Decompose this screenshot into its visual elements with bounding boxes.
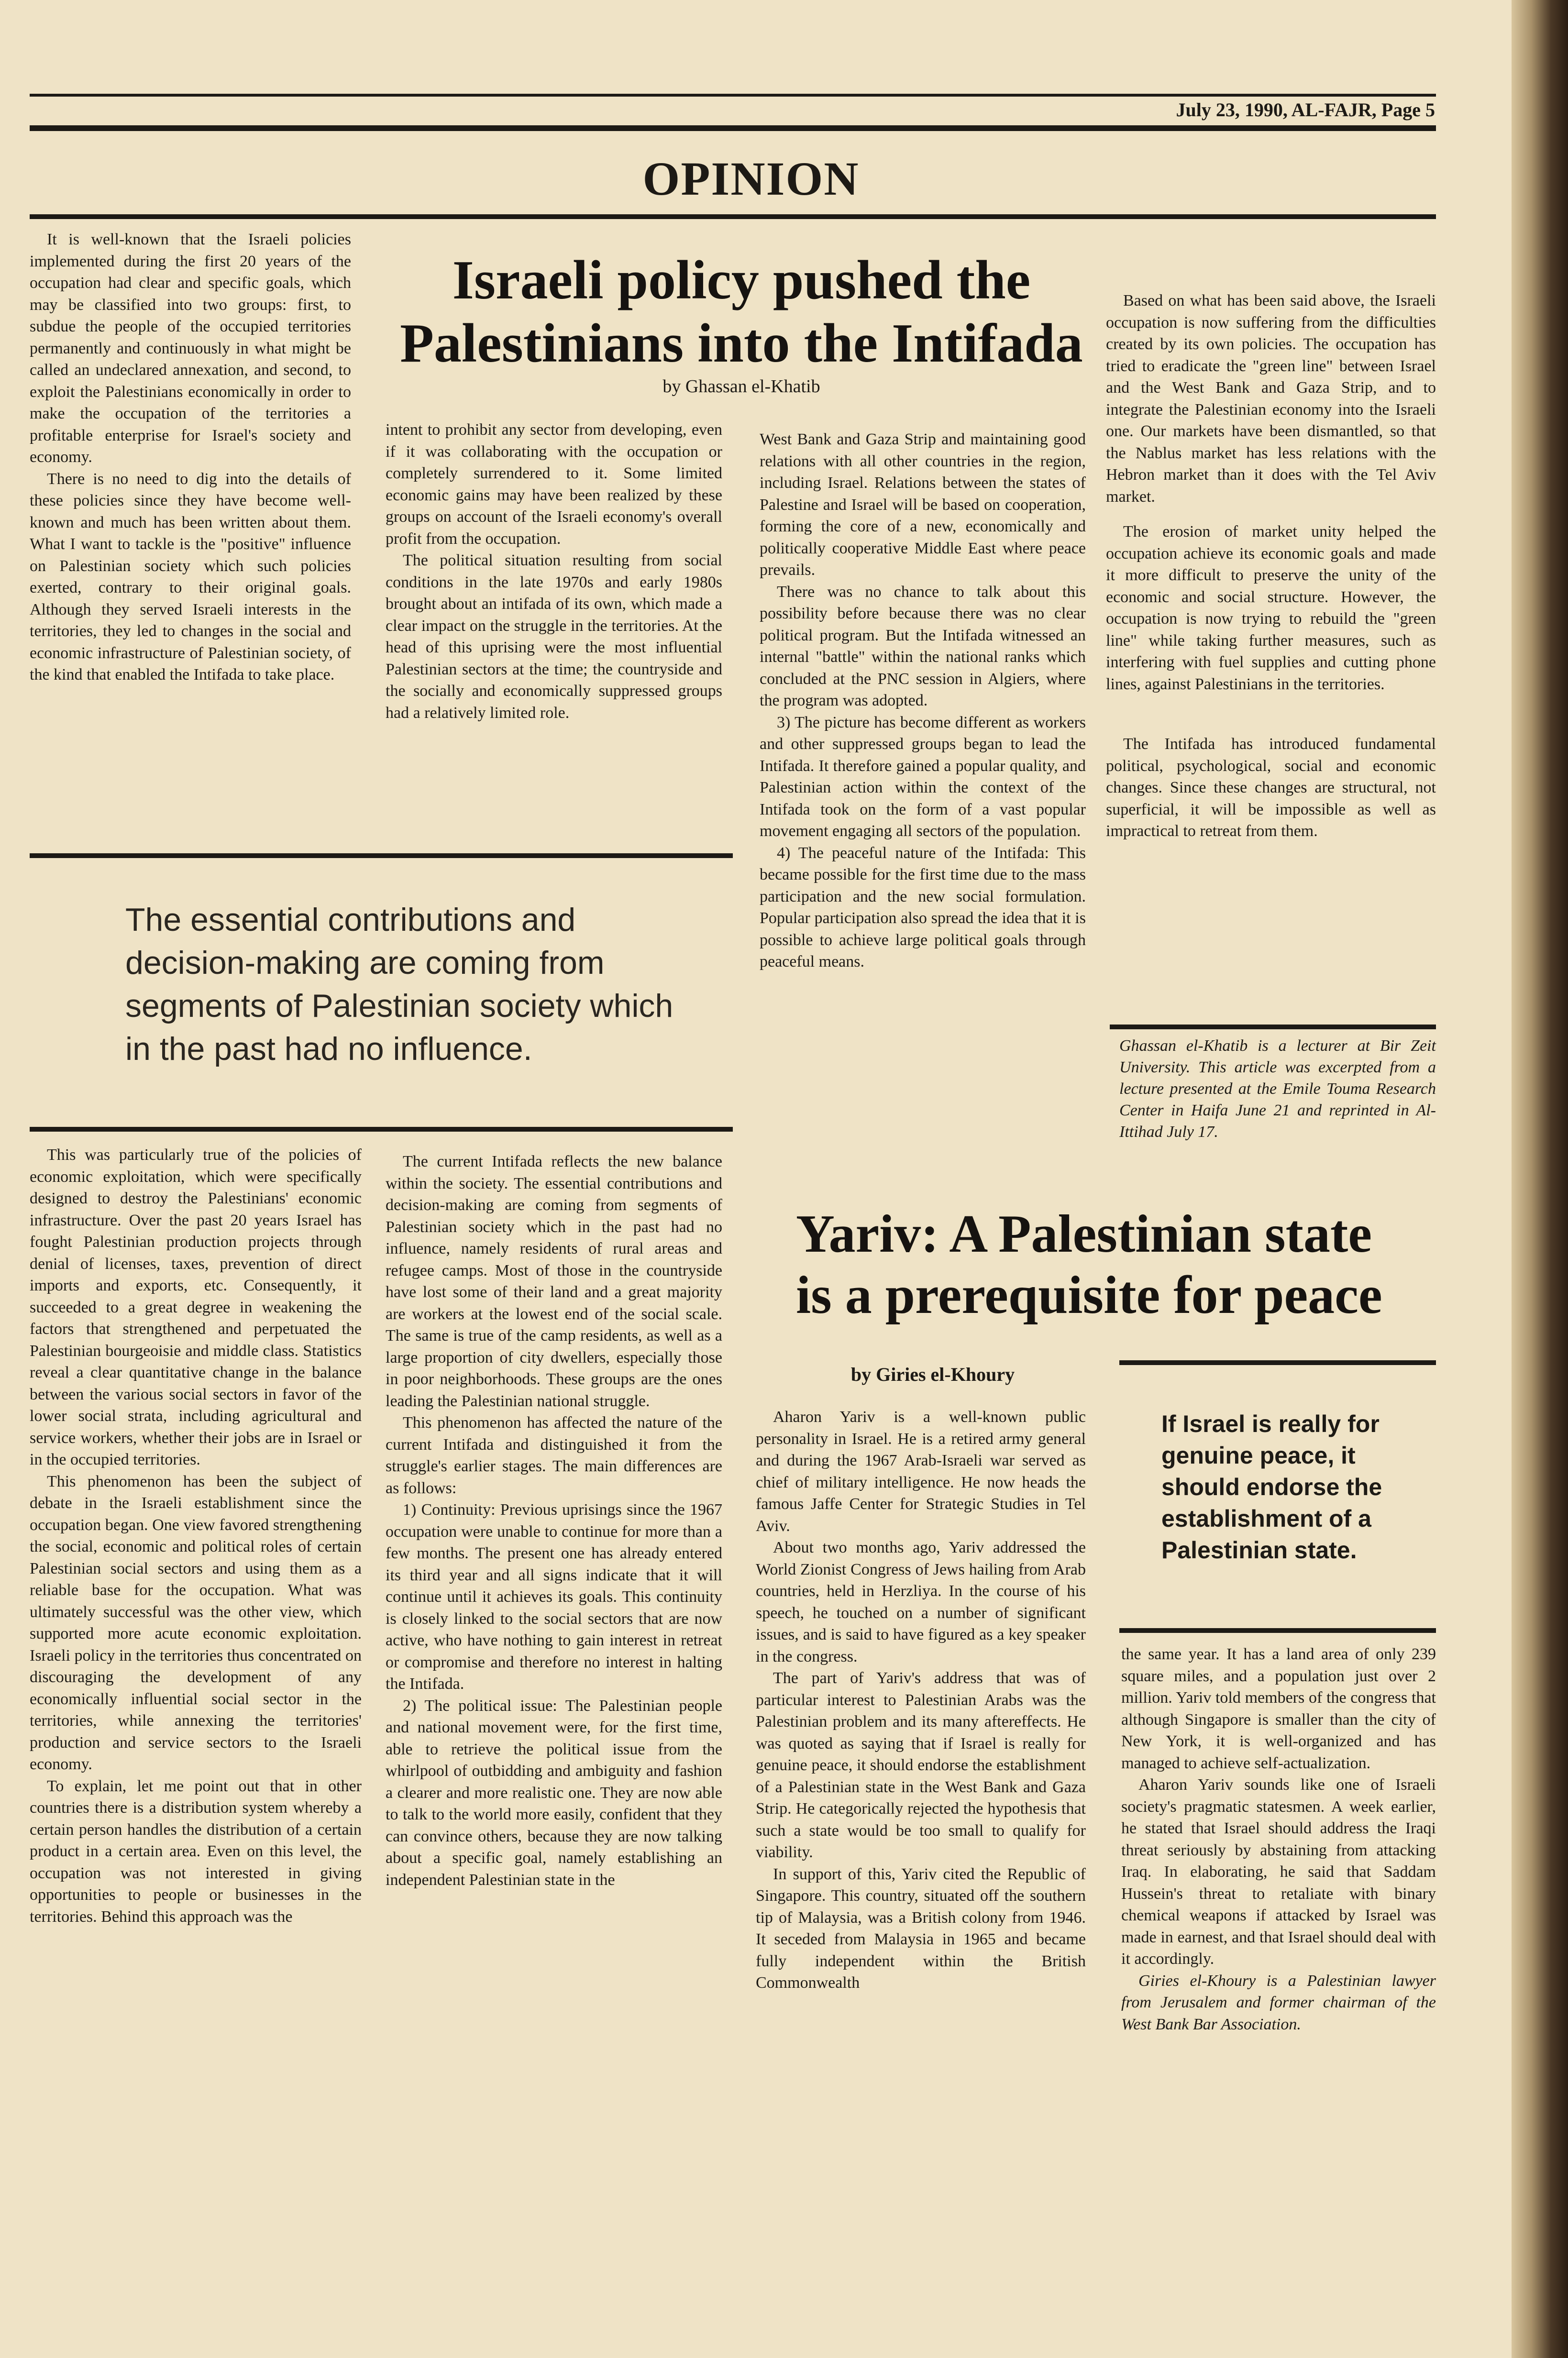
article1-paragraph: This phenomenon has affected the nature of the current Intifada and distinguished it from the struggle's earlier stages. The main differences are as follows: <box>386 1414 722 1497</box>
article2-headline-line2: is a prerequisite for peace <box>796 1266 1382 1325</box>
article1-paragraph: intent to prohibit any sector from developing, even if it was collaborating with the occupation or completely surrendered to it. Some limited economic gains may have been realized by these groups on account of the Israeli economy's overall profit from the occupation. <box>386 421 722 548</box>
article1-paragraph: Based on what has been said above, the Israeli occupation is now suffering from the difficulties created by its own policies. The occupation has tried to eradicate the "green line" between Israel and the West Bank and Gaza Strip, and to integrate the Palestinian economy into the Israeli one. Our markets have been dismantled, so that the Nablus market has less relations with the Hebron market than it does with the Tel Aviv market. <box>1106 292 1436 506</box>
article1-column-3 <box>760 429 1086 973</box>
article1-column-1 <box>30 229 351 686</box>
article2-pull-rule <box>1119 1628 1436 1633</box>
article2-paragraph: In support of this, Yariv cited the Republic of Singapore. This country, situated off the southern tip of Malaysia, was a British colony from 1946. It seceded from Malaysia in 1965 and became fully independent within the British Commonwealth <box>756 1865 1086 1992</box>
article1-pull-quote: The essential contributions and decision-making are coming from segments of Palestinian society which in the past had no influence. <box>125 902 674 1067</box>
article1-paragraph: There is no need to dig into the details of these policies since they have become well-known and much has been written about them. What I want to tackle is the "positive" influence on Palestinian society which such policies exerted, contrary to their original goals. Although they served Israeli interests in the territories, they led to changes in the social and economic infrastructure of Palestinian society, of the kind that enabled the Intifada to take place. <box>30 470 351 683</box>
article1-lower-column-2 <box>386 1151 722 1891</box>
article2-headline-line1: Yariv: A Palestinian state <box>796 1204 1372 1264</box>
article1-paragraph: It is well-known that the Israeli policies implemented during the first 20 years of the occupation had clear and specific goals, which may be classified into two groups: first, to subdue the people of the occupied territories permanently and continuously in what might be called an undeclared annexation, and second, to exploit the Palestinians economically in order to make the occupation of the territories a profitable enterprise for Israel's society and economy. <box>30 231 351 466</box>
article1-lower-column-1 <box>30 1144 362 1928</box>
article1-byline: by Ghassan el-Khatib <box>663 376 820 397</box>
article1-paragraph: The political situation resulting from social conditions in the late 1970s and early 1980s brought about an intifada of its own, which made a clear impact on the struggle in the territories. At the head of this uprising were the most influential Palestinian sectors at the time; the countryside and the socially and economically suppressed groups had a relatively limited role. <box>386 551 722 722</box>
article1-paragraph: The Intifada has introduced fundamental political, psychological, social and economic changes. Since these changes are structural, not superficial, it will be impossible as well as impractical to retreat from them. <box>1106 735 1436 840</box>
article1-headline-line2: Palestinians into the Intifada <box>400 313 1083 374</box>
article2-author-bio: Giries el-Khoury is a Palestinian lawyer from Jerusalem and former chairman of the West Bank Bar Association. <box>1121 1972 1436 2033</box>
article2-paragraph: Aharon Yariv is a well-known public personality in Israel. He is a retired army general and during the 1967 Arab-Israeli war served as chief of military intelligence. He now heads the famous Jaffe Center for Strategic Studies in Tel Aviv. <box>756 1408 1086 1535</box>
article1-headline <box>378 249 1105 375</box>
pull-quote-rule-bottom <box>30 1127 733 1132</box>
article2-pull-quote: If Israel is really for genuine peace, it should endorse the establishment of a Palestinian state. <box>1161 1410 1382 1564</box>
article1-paragraph: The current Intifada reflects the new balance within the society. The essential contributions and decision-making are coming from segments of Palestinian society which in the past had no influence, namely residents of rural areas and refugee camps. Most of those in the countryside have lost some of their land and a great majority are workers at the lowest end of the social scale. The same is true of the camp residents, as well as a large proportion of city dwellers, especially those in poor neighborhoods. These groups are the ones leading the Palestinian national struggle. <box>386 1153 722 1410</box>
article2-paragraph: The part of Yariv's address that was of particular interest to Palestinian Arabs was the Palestinian problem and its many aftereffects. He was quoted as saying that if Israel is really for genuine peace, it should endorse the establishment of a Palestinian state in the West Bank and Gaza Strip. He categorically rejected the hypothesis that such a state would be too small to qualify for viability. <box>756 1669 1086 1861</box>
section-rule <box>30 214 1436 219</box>
bio-rule <box>1110 1025 1436 1029</box>
top-rule <box>30 94 1436 97</box>
article1-paragraph: 4) The peaceful nature of the Intifada: This became possible for the first time due to the mass participation and the new social formulation. Popular participation also spread the idea that it is possible to achieve large political goals through peaceful means. <box>760 844 1086 970</box>
pull-quote-rule-top <box>30 853 733 858</box>
article1-paragraph: 2) The political issue: The Palestinian people and national movement were, for the first time, able to retrieve the political issue from the whirlpool of outbidding and ambiguity and fashion a clearer and more realistic one. They are now able to talk to the world more easily, confident that they can convince others, because they are now talking about a specific goal, namely establishing an independent Palestinian state in the <box>386 1697 722 1889</box>
article1-author-bio: Ghassan el-Khatib is a lecturer at Bir Zeit University. This article was excerpted from a lecture presented at the Emile Touma Research Center in Haifa June 21 and reprinted in Al-Ittihad July 17. <box>1119 1037 1436 1141</box>
article1-paragraph: This phenomenon has been the subject of debate in the Israeli establishment since the occupation began. One view favored strengthening the social, economic and political roles of certain Palestinian social sectors and using them as a reliable base for the occupation. What was ultimately successful was the other view, which supported more acute economic exploitation. Israeli policy in the territories thus concentrated on discouraging the development of any economically influential social sector in the territories, while annexing the territories' production and service sectors to the Israeli economy. <box>30 1472 362 1773</box>
article2-paragraph: About two months ago, Yariv addressed the World Zionist Congress of Jews hailing from Arab countries, held in Herzliya. In the course of his speech, he touched on a number of significant issues, and is said to have figured as a key speaker in the congress. <box>756 1539 1086 1665</box>
header-rule <box>30 125 1436 131</box>
article1-column-4 <box>1106 290 1436 842</box>
article1-paragraph: To explain, let me point out that in other countries there is a distribution system whereby a certain person handles the distribution of a certain product in a certain area. Even on this level, the occupation was not interested in giving opportunities to people or businesses in the territories. Behind this approach was the <box>30 1777 362 1926</box>
article2-headline <box>761 1203 1436 1326</box>
article1-column-2 <box>386 419 722 724</box>
article1-paragraph: There was no chance to talk about this possibility before because there was no clear political program. But the Intifada witnessed an internal "battle" within the national ranks which concluded at the PNC session in Algiers, where the program was adopted. <box>760 583 1086 709</box>
date-line: July 23, 1990, AL-FAJR, Page 5 <box>1176 99 1435 121</box>
article2-byline: by Giries el-Khoury <box>850 1364 1015 1385</box>
headline2-rule <box>1119 1360 1436 1365</box>
article1-paragraph: 3) The picture has become different as workers and other suppressed groups began to lead the Intifada. It therefore gained a popular quality, and Palestinian action within the context of the Intifada took on the form of a vast popular movement engaging all sectors of the population. <box>760 713 1086 840</box>
article1-paragraph: The erosion of market unity helped the occupation achieve its economic goals and made it more difficult to preserve the unity of the economic and social structure. However, the occupation is now trying to rebuild the "green line" while taking further measures, such as interfering with fuel supplies and cutting phone lines, against Palestinians in the territories. <box>1106 523 1436 693</box>
article1-paragraph: West Bank and Gaza Strip and maintaining good relations with all other countries in the region, including Israel. Relations between the states of Palestine and Israel will be based on cooperation, forming the core of a new, economically and politically cooperative Middle East where peace prevails. <box>760 430 1086 579</box>
article1-paragraph: 1) Continuity: Previous uprisings since the 1967 occupation were unable to continue for more than a few months. The present one has already entered its third year and all signs indicate that it will continue until it achieves its goals. This continuity is closely linked to the social sectors that are now active, who have nothing to gain interest in retreat or compromise and therefore no interest in halting the Intifada. <box>386 1501 722 1693</box>
section-title: OPINION <box>642 152 860 205</box>
article2-column-2 <box>1121 1643 1436 2035</box>
page-binding-edge <box>1512 0 1568 2358</box>
article2-paragraph: the same year. It has a land area of only 239 square miles, and a population just over 2 million. Yariv told members of the congress that although Singapore is smaller than the city of New York, it is well-organized and has managed to achieve self-actualization. <box>1121 1645 1436 1772</box>
article1-headline-line1: Israeli policy pushed the <box>452 250 1031 311</box>
article2-paragraph: Aharon Yariv sounds like one of Israeli society's pragmatic statesmen. A week earlier, he stated that Israel should address the Iraqi threat seriously by abstaining from attacking Iraq. In elaborating, he said that Saddam Hussein's threat to retaliate with binary chemical weapons if attacked by Israel was made in earnest, and that Israel should deal with it accordingly. <box>1121 1776 1436 1968</box>
article1-paragraph: This was particularly true of the policies of economic exploitation, which were specifically designed to destroy the Palestinians' economic infrastructure. Over the past 20 years Israel has fought Palestinian production projects through denial of licenses, taxes, prevention of direct imports and exports, etc. Consequently, it succeeded to a great degree in weakening the factors that strengthened and perpetuated the Palestinian bourgeoisie and middle class. Statistics reveal a clear quantitative change in the balance between the various social sectors in favor of the lower social strata, including agricultural and service workers, whether their jobs are in Israel or in the occupied territories. <box>30 1146 362 1468</box>
article2-column-1 <box>756 1406 1086 1994</box>
